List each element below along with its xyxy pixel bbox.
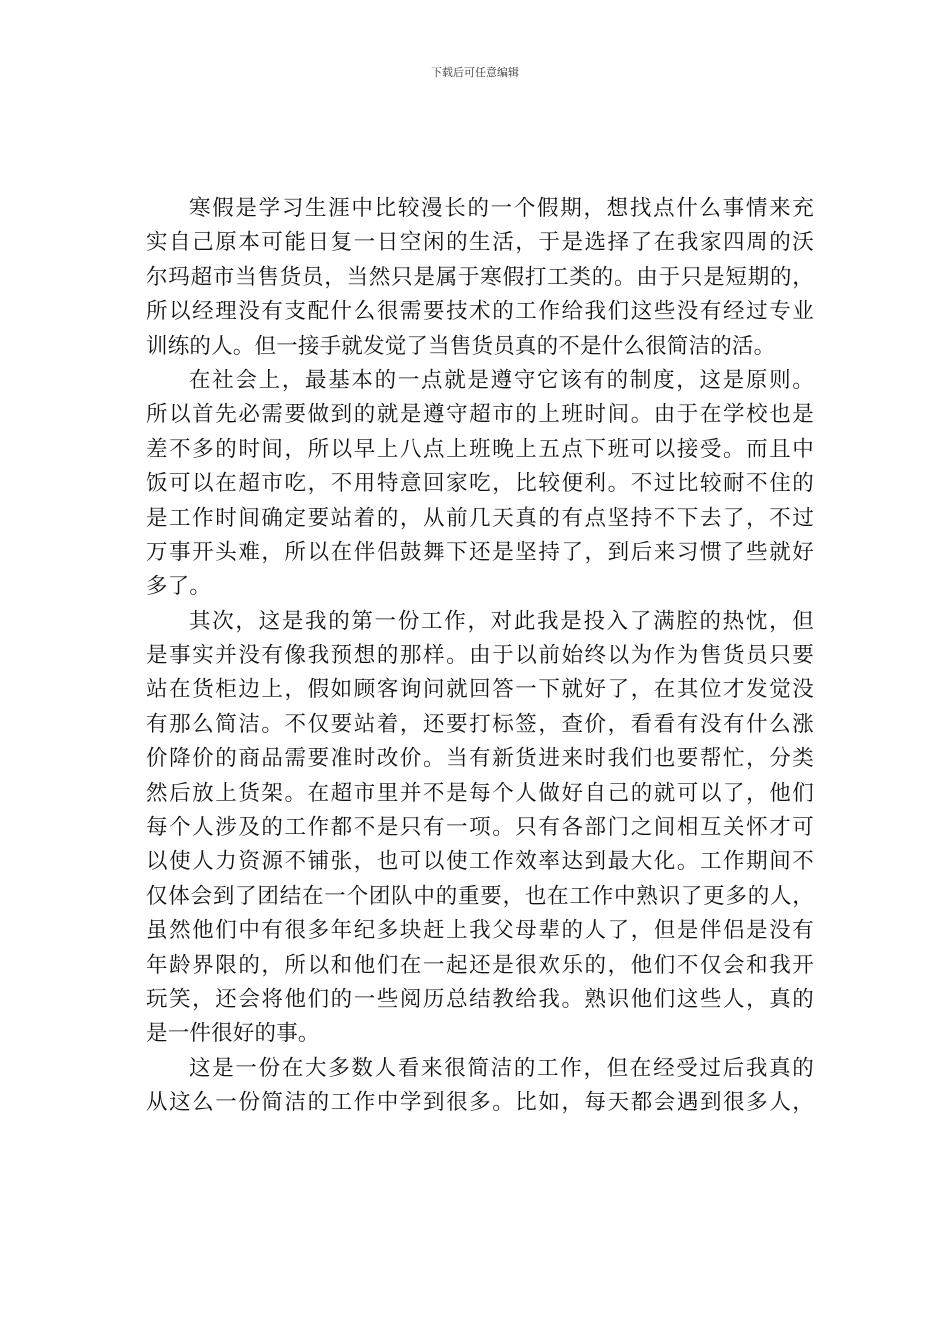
- page-header: 下载后可任意编辑: [431, 66, 519, 79]
- paragraph-2: [146, 364, 814, 605]
- text-line: 仅体会到了团结在一个团队中的重要，也在工作中熟识了更多的人，: [146, 883, 814, 909]
- text-line: 然后放上货架。在超市里并不是每个人做好自己的就可以了，他们: [146, 780, 814, 806]
- text-line: 其次，这是我的第一份工作，对此我是投入了满腔的热忱，但: [189, 608, 814, 634]
- text-line: 每个人涉及的工作都不是只有一项。只有各部门之间相互关怀才可: [146, 815, 814, 841]
- paragraph-3: [146, 605, 814, 1052]
- text-line: 虽然他们中有很多年纪多块赶上我父母辈的人了，但是伴侣是没有: [146, 918, 814, 944]
- text-line: 价降价的商品需要准时改价。当有新货进来时我们也要帮忙，分类: [146, 746, 814, 772]
- text-line: 有那么简洁。不仅要站着，还要打标签，查价，看看有没有什么涨: [146, 711, 814, 737]
- document-body: [146, 192, 814, 1121]
- text-line: 尔玛超市当售货员，当然只是属于寒假打工类的。由于只是短期的，: [146, 264, 814, 290]
- paragraph-1: [146, 192, 814, 364]
- text-line: 是工作时间确定要站着的，从前几天真的有点坚持不下去了，不过: [146, 505, 814, 531]
- text-line: 饭可以在超市吃，不用特意回家吃，比较便利。不过比较耐不住的: [146, 471, 814, 497]
- text-line: 从这么一份简洁的工作中学到很多。比如，每天都会遇到很多人，: [146, 1090, 814, 1116]
- paragraph-4: [146, 1052, 814, 1121]
- text-line: 所以经理没有支配什么很需要技术的工作给我们这些没有经过专业: [146, 299, 814, 325]
- text-line: 这是一份在大多数人看来很简洁的工作，但在经受过后我真的: [189, 1055, 814, 1081]
- text-line: 是事实并没有像我预想的那样。由于以前始终以为作为售货员只要: [146, 643, 814, 669]
- text-line: 寒假是学习生涯中比较漫长的一个假期，想找点什么事情来充: [189, 196, 814, 221]
- text-line: 多了。: [146, 574, 212, 600]
- text-line: 在社会上，最基本的一点就是遵守它该有的制度，这是原则。: [189, 367, 814, 393]
- text-line: 训练的人。但一接手就发觉了当售货员真的不是什么很简洁的活。: [146, 333, 776, 359]
- text-line: 站在货柜边上，假如顾客询问就回答一下就好了，在其位才发觉没: [146, 677, 814, 703]
- text-line: 年龄界限的，所以和他们在一起还是很欢乐的，他们不仅会和我开: [146, 952, 814, 978]
- text-line: 玩笑，还会将他们的一些阅历总结教给我。熟识他们这些人，真的: [146, 986, 814, 1012]
- text-line: 实自己原本可能日复一日空闲的生活，于是选择了在我家四周的沃: [146, 230, 814, 256]
- text-line: 万事开头难，所以在伴侣鼓舞下还是坚持了，到后来习惯了些就好: [146, 539, 814, 565]
- text-line: 是一件很好的事。: [146, 1021, 320, 1047]
- text-line: 差不多的时间，所以早上八点上班晚上五点下班可以接受。而且中: [146, 436, 814, 462]
- text-line: 以使人力资源不铺张，也可以使工作效率达到最大化。工作期间不: [146, 849, 814, 875]
- text-line: 所以首先必需要做到的就是遵守超市的上班时间。由于在学校也是: [146, 402, 814, 428]
